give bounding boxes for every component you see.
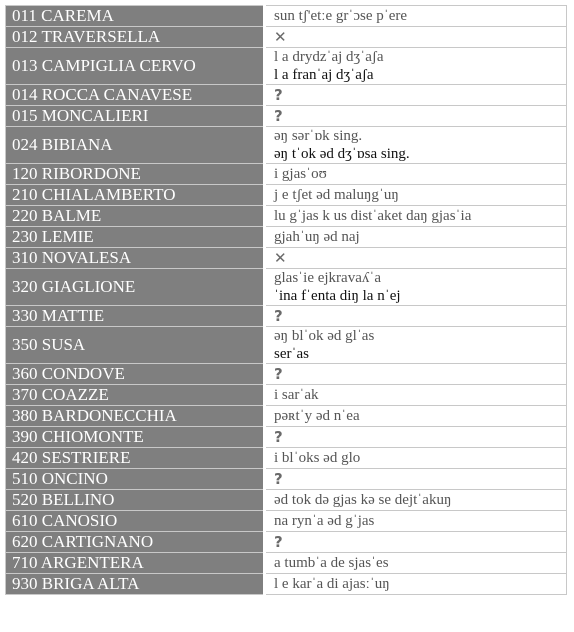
location-cell: 370 COAZZE [6, 385, 265, 406]
table-row [6, 511, 567, 532]
transcription-line: əŋ tˈok əd dʒˈɒsa sing. [274, 145, 410, 162]
table-row [6, 406, 567, 427]
cross-icon: ✕ [274, 249, 287, 267]
response-cell [265, 574, 567, 595]
table-row [6, 27, 567, 48]
table-row [6, 364, 567, 385]
response-cell [265, 6, 567, 27]
location-cell: 011 CAREMA [6, 6, 265, 27]
location-cell: 420 SESTRIERE [6, 448, 265, 469]
table-row [6, 469, 567, 490]
table-row [6, 206, 567, 227]
table-row [6, 6, 567, 27]
location-cell: 230 LEMIE [6, 227, 265, 248]
response-cell [265, 85, 567, 106]
location-cell: 360 CONDOVE [6, 364, 265, 385]
table-row [6, 48, 567, 85]
response-cell [265, 164, 567, 185]
question-mark-icon: ? [274, 86, 283, 104]
transcription-line: əŋ blˈok əd glˈas [274, 327, 375, 344]
location-cell: 610 CANOSIO [6, 511, 265, 532]
table-row [6, 327, 567, 364]
table-row [6, 164, 567, 185]
location-cell: 024 BIBIANA [6, 127, 265, 164]
location-cell: 380 BARDONECCHIA [6, 406, 265, 427]
response-cell [265, 469, 567, 490]
table-row [6, 227, 567, 248]
table-row [6, 127, 567, 164]
transcription-line: pəʀtˈy əd nˈea [274, 407, 360, 424]
location-cell: 620 CARTIGNANO [6, 532, 265, 553]
transcription-line: j e tʃet əd maluŋgˈuŋ [274, 186, 399, 203]
location-cell: 930 BRIGA ALTA [6, 574, 265, 595]
table-row [6, 427, 567, 448]
table-row [6, 553, 567, 574]
transcription-line: ˈina fˈenta diŋ la nˈej [274, 287, 401, 304]
response-cell [265, 553, 567, 574]
table-row [6, 448, 567, 469]
transcription-line: gjahˈuŋ əd naj [274, 228, 360, 245]
response-cell [265, 532, 567, 553]
response-cell [265, 269, 567, 306]
cross-icon: ✕ [274, 28, 287, 46]
location-cell: 014 ROCCA CANAVESE [6, 85, 265, 106]
location-cell: 015 MONCALIERI [6, 106, 265, 127]
response-cell [265, 306, 567, 327]
transcription-line: əŋ sərˈɒk sing. [274, 127, 363, 144]
dialect-data-table [5, 5, 567, 595]
response-cell [265, 406, 567, 427]
table-row [6, 269, 567, 306]
location-cell: 350 SUSA [6, 327, 265, 364]
response-cell [265, 227, 567, 248]
response-cell [265, 490, 567, 511]
question-mark-icon: ? [274, 307, 283, 325]
table-row [6, 248, 567, 269]
question-mark-icon: ? [274, 365, 283, 383]
question-mark-icon: ? [274, 428, 283, 446]
transcription-line: l a drydzˈaj dʒˈaʃa [274, 48, 384, 65]
question-mark-icon: ? [274, 533, 283, 551]
response-cell [265, 27, 567, 48]
table-row [6, 185, 567, 206]
question-mark-icon: ? [274, 470, 283, 488]
location-cell: 120 RIBORDONE [6, 164, 265, 185]
location-cell: 330 MATTIE [6, 306, 265, 327]
location-cell: 520 BELLINO [6, 490, 265, 511]
transcription-line: i gjasˈoʊ [274, 165, 327, 182]
response-cell [265, 206, 567, 227]
location-cell: 013 CAMPIGLIA CERVO [6, 48, 265, 85]
response-cell [265, 327, 567, 364]
response-cell [265, 127, 567, 164]
transcription-line: a tumbˈa de sjasˈes [274, 554, 389, 571]
response-cell [265, 248, 567, 269]
location-cell: 320 GIAGLIONE [6, 269, 265, 306]
table-row [6, 532, 567, 553]
response-cell [265, 511, 567, 532]
location-cell: 510 ONCINO [6, 469, 265, 490]
question-mark-icon: ? [274, 107, 283, 125]
transcription-line: na rynˈa əd gˈjas [274, 512, 375, 529]
response-cell [265, 48, 567, 85]
location-cell: 220 BALME [6, 206, 265, 227]
table-row [6, 306, 567, 327]
response-cell [265, 185, 567, 206]
transcription-line: lu gˈjas k us distˈaket daŋ gjasˈia [274, 207, 472, 224]
response-cell [265, 364, 567, 385]
response-cell [265, 106, 567, 127]
location-cell: 310 NOVALESA [6, 248, 265, 269]
table-body [6, 6, 567, 595]
response-cell [265, 427, 567, 448]
response-cell [265, 448, 567, 469]
location-cell: 210 CHIALAMBERTO [6, 185, 265, 206]
transcription-line: l a franˈaj dʒˈaʃa [274, 66, 374, 83]
response-cell [265, 385, 567, 406]
transcription-line: glasˈie ejkravaʎˈa [274, 269, 382, 286]
location-cell: 012 TRAVERSELLA [6, 27, 265, 48]
transcription-line: i sarˈak [274, 386, 319, 403]
transcription-line: serˈas [274, 345, 309, 362]
location-cell: 710 ARGENTERA [6, 553, 265, 574]
table-row [6, 85, 567, 106]
table-row [6, 574, 567, 595]
transcription-line: sun tʃ'etːe grˈɔse pˈere [274, 7, 408, 24]
transcription-line: əd tok də gjas kə se dejtˈakuŋ [274, 491, 452, 508]
transcription-line: i blˈoks əd glo [274, 449, 361, 466]
table-row [6, 490, 567, 511]
location-cell: 390 CHIOMONTE [6, 427, 265, 448]
transcription-line: l e karˈa di ajasːˈuŋ [274, 575, 390, 592]
table-row [6, 106, 567, 127]
table-row [6, 385, 567, 406]
